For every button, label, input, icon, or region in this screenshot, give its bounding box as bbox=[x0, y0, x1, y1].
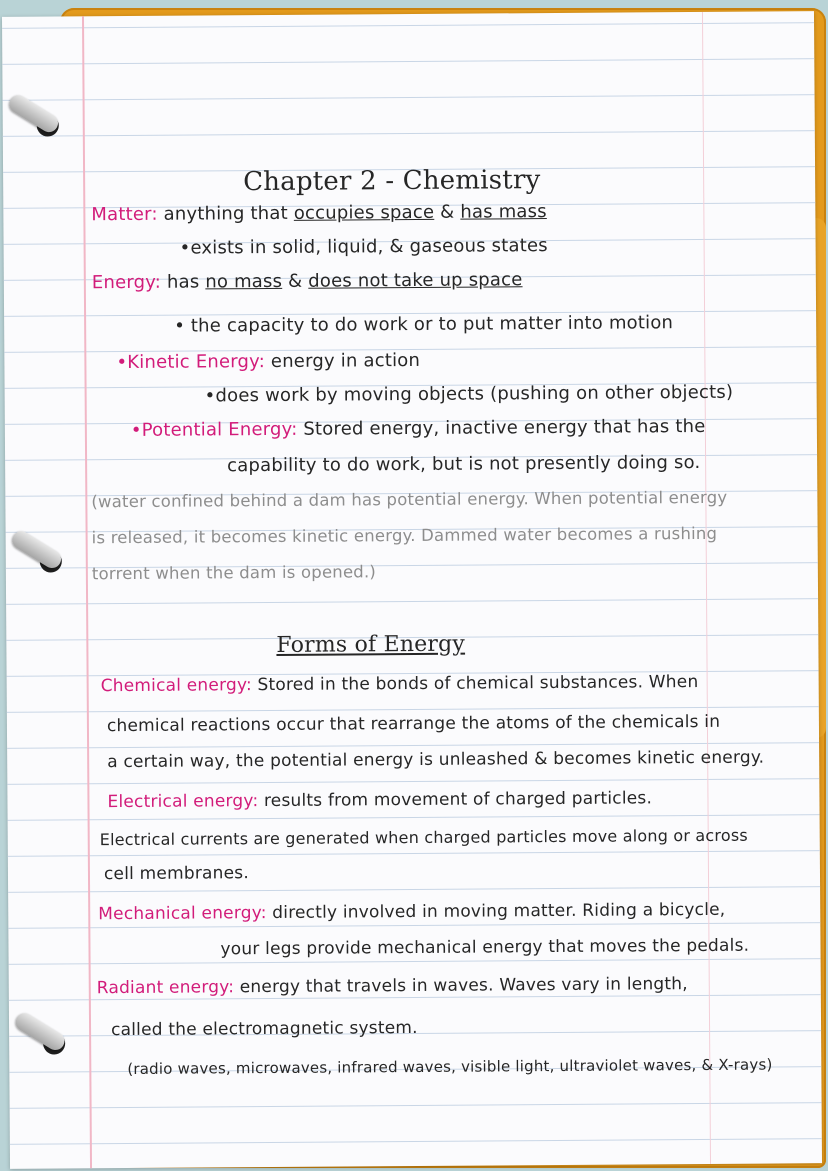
energy-def-a: has bbox=[166, 271, 200, 293]
mechanical-term: Mechanical energy: bbox=[98, 903, 267, 925]
matter-def-c: has mass bbox=[460, 201, 547, 223]
chemical-line-2: chemical reactions occur that rearrange the atoms of the chemicals in bbox=[106, 711, 721, 737]
binder-ring bbox=[12, 1010, 67, 1054]
energy-line: Energy: has no mass & does not take up space bbox=[91, 269, 523, 294]
radiant-line-3: (radio waves, microwaves, infrared waves, visible light, ultraviolet waves, & X-rays) bbox=[127, 1055, 773, 1078]
chemical-term: Chemical energy: bbox=[100, 675, 252, 697]
example-line-3: torrent when the dam is opened.) bbox=[91, 562, 377, 584]
forms-heading: Forms of Energy bbox=[276, 631, 466, 658]
right-guide-line bbox=[702, 12, 711, 1164]
potential-term: •Potential Energy: bbox=[130, 418, 298, 441]
matter-def-a: anything that bbox=[163, 202, 288, 225]
radiant-line-1: energy that travels in waves. Waves vary in length, bbox=[239, 974, 688, 998]
radiant-line bbox=[97, 974, 688, 998]
radiant-line-2: called the electromagnetic system. bbox=[110, 1017, 418, 1041]
margin-line bbox=[82, 16, 92, 1168]
mechanical-line-1: directly involved in moving matter. Riding a bicycle, bbox=[272, 899, 726, 923]
energy-def-c: does not take up space bbox=[308, 269, 523, 292]
mechanical-line bbox=[98, 900, 725, 924]
potential-line bbox=[131, 416, 706, 441]
matter-states: •exists in solid, liquid, & gaseous states bbox=[179, 235, 548, 259]
kinetic-line bbox=[116, 350, 420, 373]
matter-def-b: occupies space bbox=[293, 201, 435, 224]
electrical-line-1: results from movement of charged particles. bbox=[263, 788, 653, 812]
kinetic-def: energy in action bbox=[270, 349, 421, 372]
energy-term: Energy: bbox=[91, 271, 162, 294]
radiant-term: Radiant energy: bbox=[96, 977, 235, 999]
potential-def: Stored energy, inactive energy that has the bbox=[303, 415, 706, 440]
chemical-line bbox=[101, 672, 699, 696]
notebook-page bbox=[2, 11, 822, 1169]
electrical-line-2: Electrical currents are generated when charged particles move along or across bbox=[99, 825, 748, 850]
example-line-2: is released, it becomes kinetic energy. Dammed water becomes a rushing bbox=[91, 523, 718, 548]
matter-line: Matter: anything that occupies space & has mass bbox=[91, 201, 547, 226]
potential-def-2: capability to do work, but is not presently doing so. bbox=[227, 451, 701, 477]
mechanical-line-2: your legs provide mechanical energy that moves the pedals. bbox=[220, 935, 750, 960]
binder-ring bbox=[6, 92, 61, 136]
chemical-line-3: a certain way, the potential energy is unleashed & becomes kinetic energy. bbox=[107, 747, 765, 773]
matter-term: Matter: bbox=[91, 203, 158, 226]
chemical-line-1: Stored in the bonds of chemical substances. When bbox=[257, 672, 699, 696]
example-line-1: (water confined behind a dam has potential energy. When potential energy bbox=[91, 487, 728, 512]
binder-ring bbox=[9, 528, 64, 572]
page-title: Chapter 2 - Chemistry bbox=[243, 165, 541, 198]
kinetic-term: •Kinetic Energy: bbox=[116, 351, 266, 374]
kinetic-detail: •does work by moving objects (pushing on other objects) bbox=[204, 381, 734, 407]
electrical-line-3: cell membranes. bbox=[103, 863, 249, 885]
energy-capacity: • the capacity to do work or to put matter into motion bbox=[174, 312, 674, 337]
electrical-term: Electrical energy: bbox=[107, 791, 259, 813]
energy-def-b: no mass bbox=[205, 270, 283, 293]
electrical-line bbox=[107, 788, 652, 812]
